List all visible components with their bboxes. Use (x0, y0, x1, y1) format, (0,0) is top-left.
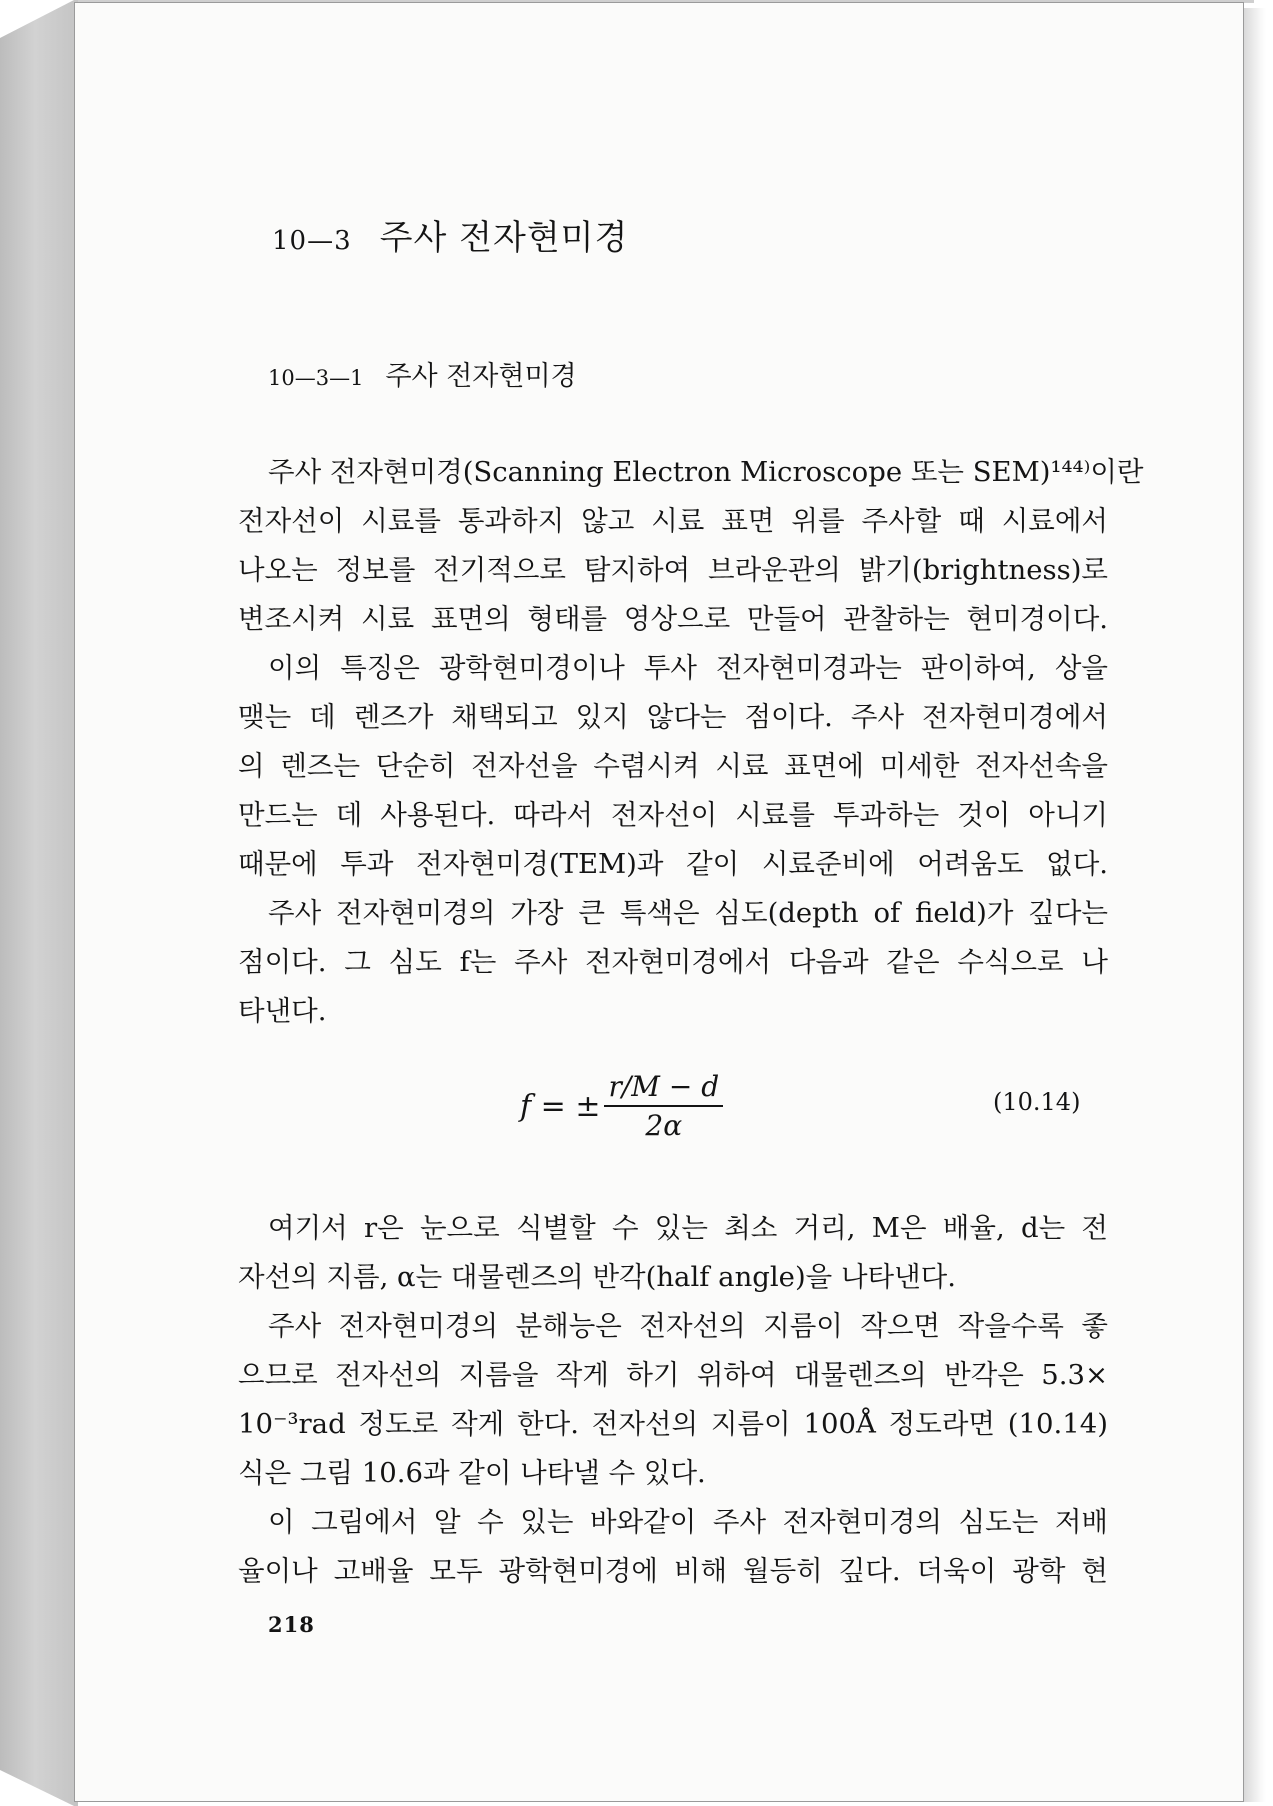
text-line: 이 그림에서 알 수 있는 바와같이 주사 전자현미경의 심도는 저배 (268, 1506, 1108, 1538)
text-line: 여기서 r은 눈으로 식별할 수 있는 최소 거리, M은 배율, d는 전 (268, 1212, 1108, 1244)
paragraph-1 (238, 448, 1144, 644)
text-line: 10⁻³rad 정도로 작게 한다. 전자선의 지름이 100Å 정도라면 (10.14) (238, 1408, 1108, 1440)
page-right-shadow (1244, 8, 1266, 1802)
equation-denominator: 2α (645, 1109, 683, 1142)
text-line: 으므로 전자선의 지름을 작게 하기 위하여 대물렌즈의 반각은 5.3× (238, 1359, 1108, 1391)
equation-numerator: r/M − d (604, 1070, 723, 1107)
text-line: 타낸다. (238, 995, 327, 1027)
equation-lhs: f = ± (520, 1088, 601, 1124)
paragraph-4 (238, 1204, 1108, 1302)
section-title-text: 주사 전자현미경 (379, 218, 629, 258)
text-line: 주사 전자현미경의 가장 큰 특색은 심도(depth of field)가 깊다는 (268, 897, 1108, 929)
equation-number: (10.14) (993, 1088, 1081, 1116)
text-line: 변조시켜 시료 표면의 형태를 영상으로 만들어 관찰하는 현미경이다. (238, 603, 1108, 635)
text-line: 주사 전자현미경(Scanning Electron Microscope 또는 SEM)¹⁴⁴⁾이란 (268, 456, 1144, 488)
text-line: 점이다. 그 심도 f는 주사 전자현미경에서 다음과 같은 수식으로 나 (238, 946, 1108, 978)
subsection-heading (268, 354, 577, 393)
equation-10-14 (520, 1070, 723, 1142)
text-line: 때문에 투과 전자현미경(TEM)과 같이 시료준비에 어려움도 없다. (238, 848, 1108, 880)
text-line: 식은 그림 10.6과 같이 나타낼 수 있다. (238, 1457, 706, 1489)
paragraph-5 (238, 1302, 1108, 1498)
section-heading (272, 210, 628, 259)
page-number: 218 (268, 1612, 315, 1637)
paragraph-2 (238, 644, 1108, 889)
text-line: 맺는 데 렌즈가 채택되고 있지 않다는 점이다. 주사 전자현미경에서 (238, 701, 1108, 733)
text-line: 주사 전자현미경의 분해능은 전자선의 지름이 작으면 작을수록 좋 (268, 1310, 1108, 1342)
text-line: 자선의 지름, α는 대물렌즈의 반각(half angle)을 나타낸다. (238, 1261, 956, 1293)
subsection-title-text: 주사 전자현미경 (385, 361, 577, 392)
text-line: 의 렌즈는 단순히 전자선을 수렴시켜 시료 표면에 미세한 전자선속을 (238, 750, 1108, 782)
text-line: 만드는 데 사용된다. 따라서 전자선이 시료를 투과하는 것이 아니기 (238, 799, 1108, 831)
paragraph-6 (238, 1498, 1108, 1596)
text-line: 이의 특징은 광학현미경이나 투사 전자현미경과는 판이하여, 상을 (268, 652, 1108, 684)
section-number: 10—3 (272, 226, 352, 256)
text-line: 전자선이 시료를 통과하지 않고 시료 표면 위를 주사할 때 시료에서 (238, 505, 1108, 537)
equation-fraction (604, 1070, 723, 1142)
paragraph-3 (238, 889, 1108, 1036)
book-spine (0, 0, 78, 1806)
text-line: 율이나 고배율 모두 광학현미경에 비해 월등히 깊다. 더욱이 광학 현 (238, 1555, 1108, 1587)
subsection-number: 10—3—1 (268, 366, 364, 390)
text-line: 나오는 정보를 전기적으로 탐지하여 브라운관의 밝기(brightness)로 (238, 554, 1108, 586)
